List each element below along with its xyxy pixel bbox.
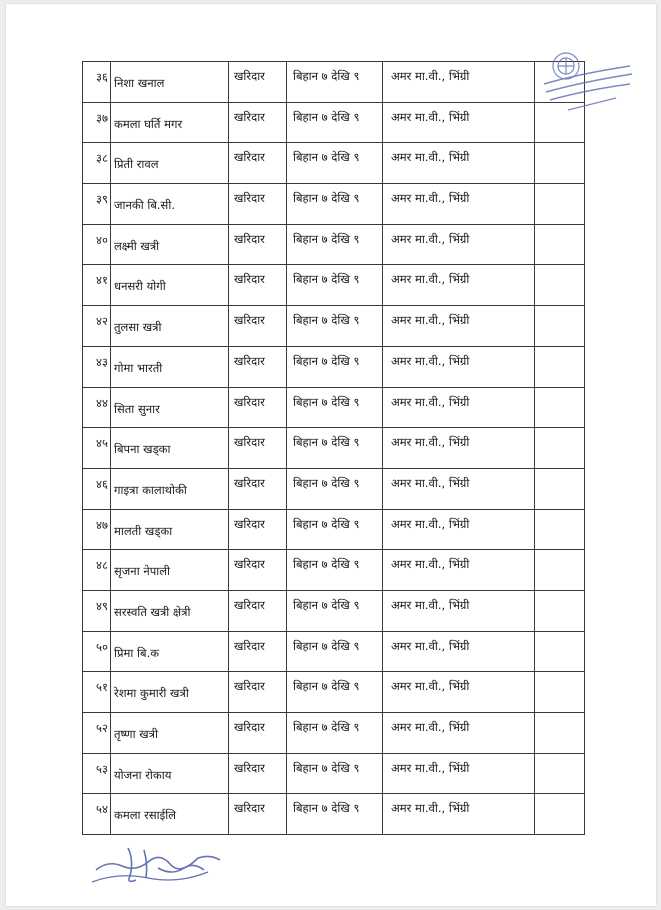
- table-row: [83, 753, 585, 794]
- name-cell: [111, 184, 229, 225]
- remarks-cell: [535, 428, 585, 469]
- school-text: अमर मा.वी., भिंग्री: [391, 109, 470, 124]
- table-row: [83, 631, 585, 672]
- time-text: बिहान ७ देखि ९: [293, 353, 360, 368]
- school-cell: [383, 224, 535, 265]
- school-text: अमर मा.वी., भिंग्री: [391, 353, 470, 368]
- table-row: [83, 306, 585, 347]
- serial-number-text: ५०: [96, 639, 108, 654]
- remarks-cell: [535, 509, 585, 550]
- post-cell: [229, 265, 287, 306]
- serial-number-cell: [83, 143, 111, 184]
- time-cell: [287, 265, 383, 306]
- signature-icon: [88, 842, 228, 888]
- serial-number-cell: [83, 102, 111, 143]
- name-text: जानकी बि.सी.: [114, 198, 175, 213]
- serial-number-cell: [83, 550, 111, 591]
- school-cell: [383, 468, 535, 509]
- serial-number-cell: [83, 387, 111, 428]
- post-cell: [229, 224, 287, 265]
- remarks-cell: [535, 590, 585, 631]
- serial-number-text: ४५: [96, 436, 108, 451]
- school-cell: [383, 184, 535, 225]
- school-cell: [383, 102, 535, 143]
- table-row: [83, 672, 585, 713]
- post-text: खरिदार: [234, 720, 265, 734]
- post-text: खरिदार: [234, 435, 265, 450]
- post-cell: [229, 346, 287, 387]
- post-text: खरिदार: [234, 516, 265, 531]
- name-text: गोमा भारती: [114, 360, 163, 375]
- remarks-cell: [535, 346, 585, 387]
- post-text: खरिदार: [234, 557, 265, 572]
- name-cell: [111, 794, 229, 835]
- post-cell: [229, 428, 287, 469]
- name-cell: [111, 62, 229, 103]
- school-cell: [383, 428, 535, 469]
- time-text: बिहान ७ देखि ९: [293, 231, 360, 246]
- serial-number-cell: [83, 346, 111, 387]
- table-row: [83, 509, 585, 550]
- serial-number-text: ५४: [96, 802, 108, 817]
- time-cell: [287, 794, 383, 835]
- time-text: बिहान ७ देखि ९: [293, 516, 360, 531]
- post-cell: [229, 387, 287, 428]
- time-cell: [287, 62, 383, 103]
- school-text: अमर मा.वी., भिंग्री: [391, 801, 470, 816]
- post-text: खरिदार: [234, 394, 265, 409]
- table-row: [83, 102, 585, 143]
- school-text: अमर मा.वी., भिंग्री: [391, 191, 470, 206]
- remarks-cell: [535, 468, 585, 509]
- school-cell: [383, 672, 535, 713]
- time-text: बिहान ७ देखि ९: [293, 679, 360, 694]
- remarks-cell: [535, 753, 585, 794]
- table-row: [83, 713, 585, 754]
- school-text: अमर मा.वी., भिंग्री: [391, 69, 470, 83]
- remarks-cell: [535, 550, 585, 591]
- serial-number-cell: [83, 672, 111, 713]
- name-cell: [111, 224, 229, 265]
- table-row: [83, 387, 585, 428]
- school-cell: [383, 346, 535, 387]
- table-row: [83, 590, 585, 631]
- time-cell: [287, 509, 383, 550]
- time-text: बिहान ७ देखि ९: [293, 109, 360, 124]
- time-cell: [287, 590, 383, 631]
- post-cell: [229, 713, 287, 754]
- remarks-cell: [535, 184, 585, 225]
- post-text: खरिदार: [234, 353, 265, 368]
- post-cell: [229, 468, 287, 509]
- table-body: [83, 62, 585, 835]
- name-text: तृष्णा खत्री: [114, 727, 158, 741]
- serial-number-cell: [83, 509, 111, 550]
- serial-number-cell: [83, 224, 111, 265]
- time-cell: [287, 224, 383, 265]
- post-cell: [229, 550, 287, 591]
- serial-number-cell: [83, 184, 111, 225]
- post-cell: [229, 590, 287, 631]
- time-cell: [287, 713, 383, 754]
- serial-number-cell: [83, 306, 111, 347]
- time-text: बिहान ७ देखि ९: [293, 435, 360, 450]
- time-cell: [287, 102, 383, 143]
- table-row: [83, 428, 585, 469]
- serial-number-cell: [83, 62, 111, 103]
- post-cell: [229, 509, 287, 550]
- school-text: अमर मा.वी., भिंग्री: [391, 760, 470, 775]
- post-text: खरिदार: [234, 191, 265, 206]
- serial-number-text: ३७: [96, 110, 108, 125]
- table-row: [83, 794, 585, 835]
- school-cell: [383, 387, 535, 428]
- post-text: खरिदार: [234, 69, 265, 83]
- school-cell: [383, 509, 535, 550]
- time-cell: [287, 550, 383, 591]
- serial-number-text: ४१: [96, 273, 108, 288]
- time-text: बिहान ७ देखि ९: [293, 150, 360, 165]
- name-cell: [111, 753, 229, 794]
- serial-number-cell: [83, 713, 111, 754]
- school-cell: [383, 631, 535, 672]
- name-text: बिपना खड्का: [114, 442, 171, 457]
- school-text: अमर मा.वी., भिंग्री: [391, 638, 470, 653]
- school-cell: [383, 713, 535, 754]
- time-text: बिहान ७ देखि ९: [293, 801, 360, 816]
- serial-number-cell: [83, 468, 111, 509]
- name-cell: [111, 550, 229, 591]
- school-text: अमर मा.वी., भिंग्री: [391, 720, 470, 734]
- school-cell: [383, 590, 535, 631]
- remarks-cell: [535, 143, 585, 184]
- name-text: रेशमा कुमारी खत्री: [114, 686, 189, 701]
- name-text: लक्ष्मी खत्री: [114, 238, 160, 253]
- table-row: [83, 224, 585, 265]
- post-text: खरिदार: [234, 150, 265, 165]
- post-text: खरिदार: [234, 475, 265, 490]
- post-cell: [229, 794, 287, 835]
- post-cell: [229, 306, 287, 347]
- name-text: कमला रसाईलि: [114, 808, 177, 823]
- school-cell: [383, 550, 535, 591]
- name-text: मालती खड्का: [114, 523, 173, 538]
- school-cell: [383, 265, 535, 306]
- name-text: प्रिती रावल: [114, 157, 159, 172]
- name-text: सिता सुनार: [114, 401, 160, 416]
- school-text: अमर मा.वी., भिंग्री: [391, 557, 470, 572]
- time-text: बिहान ७ देखि ९: [293, 272, 360, 287]
- time-text: बिहान ७ देखि ९: [293, 720, 360, 734]
- time-cell: [287, 753, 383, 794]
- post-text: खरिदार: [234, 638, 265, 653]
- serial-number-text: ५२: [96, 721, 108, 735]
- time-cell: [287, 184, 383, 225]
- remarks-cell: [535, 224, 585, 265]
- table-row: [83, 265, 585, 306]
- post-cell: [229, 631, 287, 672]
- name-cell: [111, 509, 229, 550]
- time-cell: [287, 387, 383, 428]
- serial-number-text: ४९: [96, 598, 108, 613]
- name-cell: [111, 102, 229, 143]
- time-text: बिहान ७ देखि ९: [293, 760, 360, 775]
- serial-number-text: ४६: [96, 476, 108, 491]
- name-cell: [111, 672, 229, 713]
- serial-number-cell: [83, 590, 111, 631]
- table-row: [83, 468, 585, 509]
- serial-number-text: ३९: [96, 192, 108, 207]
- table-row: [83, 184, 585, 225]
- name-cell: [111, 590, 229, 631]
- remarks-cell: [535, 672, 585, 713]
- time-text: बिहान ७ देखि ९: [293, 191, 360, 206]
- name-cell: [111, 428, 229, 469]
- school-cell: [383, 143, 535, 184]
- office-seal-stamp-icon: [538, 44, 636, 124]
- post-text: खरिदार: [234, 313, 265, 328]
- serial-number-cell: [83, 794, 111, 835]
- serial-number-cell: [83, 631, 111, 672]
- time-cell: [287, 672, 383, 713]
- name-cell: [111, 387, 229, 428]
- serial-number-cell: [83, 753, 111, 794]
- school-text: अमर मा.वी., भिंग्री: [391, 475, 470, 490]
- serial-number-text: ४७: [96, 517, 108, 532]
- school-cell: [383, 306, 535, 347]
- serial-number-text: ४४: [96, 395, 108, 410]
- post-text: खरिदार: [234, 760, 265, 775]
- time-text: बिहान ७ देखि ९: [293, 475, 360, 490]
- time-text: बिहान ७ देखि ९: [293, 313, 360, 328]
- name-cell: [111, 306, 229, 347]
- post-text: खरिदार: [234, 801, 265, 816]
- post-cell: [229, 672, 287, 713]
- serial-number-text: ४२: [96, 314, 108, 329]
- post-text: खरिदार: [234, 679, 265, 694]
- name-text: तुलसा खत्री: [114, 320, 162, 335]
- table-row: [83, 143, 585, 184]
- school-text: अमर मा.वी., भिंग्री: [391, 394, 470, 409]
- table-row: [83, 346, 585, 387]
- post-text: खरिदार: [234, 109, 265, 124]
- time-text: बिहान ७ देखि ९: [293, 394, 360, 409]
- serial-number-text: ४३: [96, 354, 108, 369]
- time-text: बिहान ७ देखि ९: [293, 69, 360, 83]
- name-text: निशा खनाल: [114, 76, 165, 90]
- school-text: अमर मा.वी., भिंग्री: [391, 435, 470, 450]
- serial-number-text: ३६: [96, 70, 108, 84]
- name-cell: [111, 713, 229, 754]
- time-text: बिहान ७ देखि ९: [293, 597, 360, 612]
- school-text: अमर मा.वी., भिंग्री: [391, 272, 470, 287]
- name-text: सरस्वति खत्री क्षेत्री: [114, 604, 191, 619]
- name-text: सृजना नेपाली: [114, 564, 170, 579]
- serial-number-text: ५१: [96, 680, 108, 695]
- name-cell: [111, 143, 229, 184]
- table-row: [83, 550, 585, 591]
- post-text: खरिदार: [234, 597, 265, 612]
- document-page: [6, 4, 656, 906]
- table-row: [83, 62, 585, 103]
- attendance-table: [82, 61, 585, 835]
- name-text: धनसरी योगी: [114, 279, 166, 294]
- post-text: खरिदार: [234, 272, 265, 287]
- time-cell: [287, 143, 383, 184]
- name-text: कमला घर्ति मगर: [114, 116, 183, 131]
- school-text: अमर मा.वी., भिंग्री: [391, 679, 470, 694]
- time-cell: [287, 631, 383, 672]
- serial-number-text: ४०: [96, 232, 108, 247]
- school-text: अमर मा.वी., भिंग्री: [391, 597, 470, 612]
- serial-number-text: ३८: [96, 151, 108, 166]
- serial-number-cell: [83, 428, 111, 469]
- time-text: बिहान ७ देखि ९: [293, 557, 360, 572]
- post-text: खरिदार: [234, 231, 265, 246]
- post-cell: [229, 184, 287, 225]
- time-cell: [287, 346, 383, 387]
- name-text: गाइत्रा कालाथोकी: [114, 482, 187, 497]
- time-text: बिहान ७ देखि ९: [293, 638, 360, 653]
- school-text: अमर मा.वी., भिंग्री: [391, 231, 470, 246]
- school-cell: [383, 753, 535, 794]
- post-cell: [229, 143, 287, 184]
- remarks-cell: [535, 794, 585, 835]
- serial-number-cell: [83, 265, 111, 306]
- remarks-cell: [535, 265, 585, 306]
- post-cell: [229, 753, 287, 794]
- time-cell: [287, 428, 383, 469]
- serial-number-text: ४८: [96, 558, 108, 573]
- time-cell: [287, 306, 383, 347]
- time-cell: [287, 468, 383, 509]
- name-cell: [111, 265, 229, 306]
- remarks-cell: [535, 306, 585, 347]
- school-text: अमर मा.वी., भिंग्री: [391, 516, 470, 531]
- remarks-cell: [535, 713, 585, 754]
- serial-number-text: ५३: [96, 761, 108, 776]
- school-text: अमर मा.वी., भिंग्री: [391, 150, 470, 165]
- remarks-cell: [535, 631, 585, 672]
- name-text: योजना रोकाय: [114, 767, 172, 782]
- post-cell: [229, 62, 287, 103]
- school-text: अमर मा.वी., भिंग्री: [391, 313, 470, 328]
- name-cell: [111, 468, 229, 509]
- school-cell: [383, 794, 535, 835]
- remarks-cell: [535, 387, 585, 428]
- name-cell: [111, 346, 229, 387]
- name-text: प्रिमा बि.क: [114, 645, 160, 660]
- name-cell: [111, 631, 229, 672]
- school-cell: [383, 62, 535, 103]
- post-cell: [229, 102, 287, 143]
